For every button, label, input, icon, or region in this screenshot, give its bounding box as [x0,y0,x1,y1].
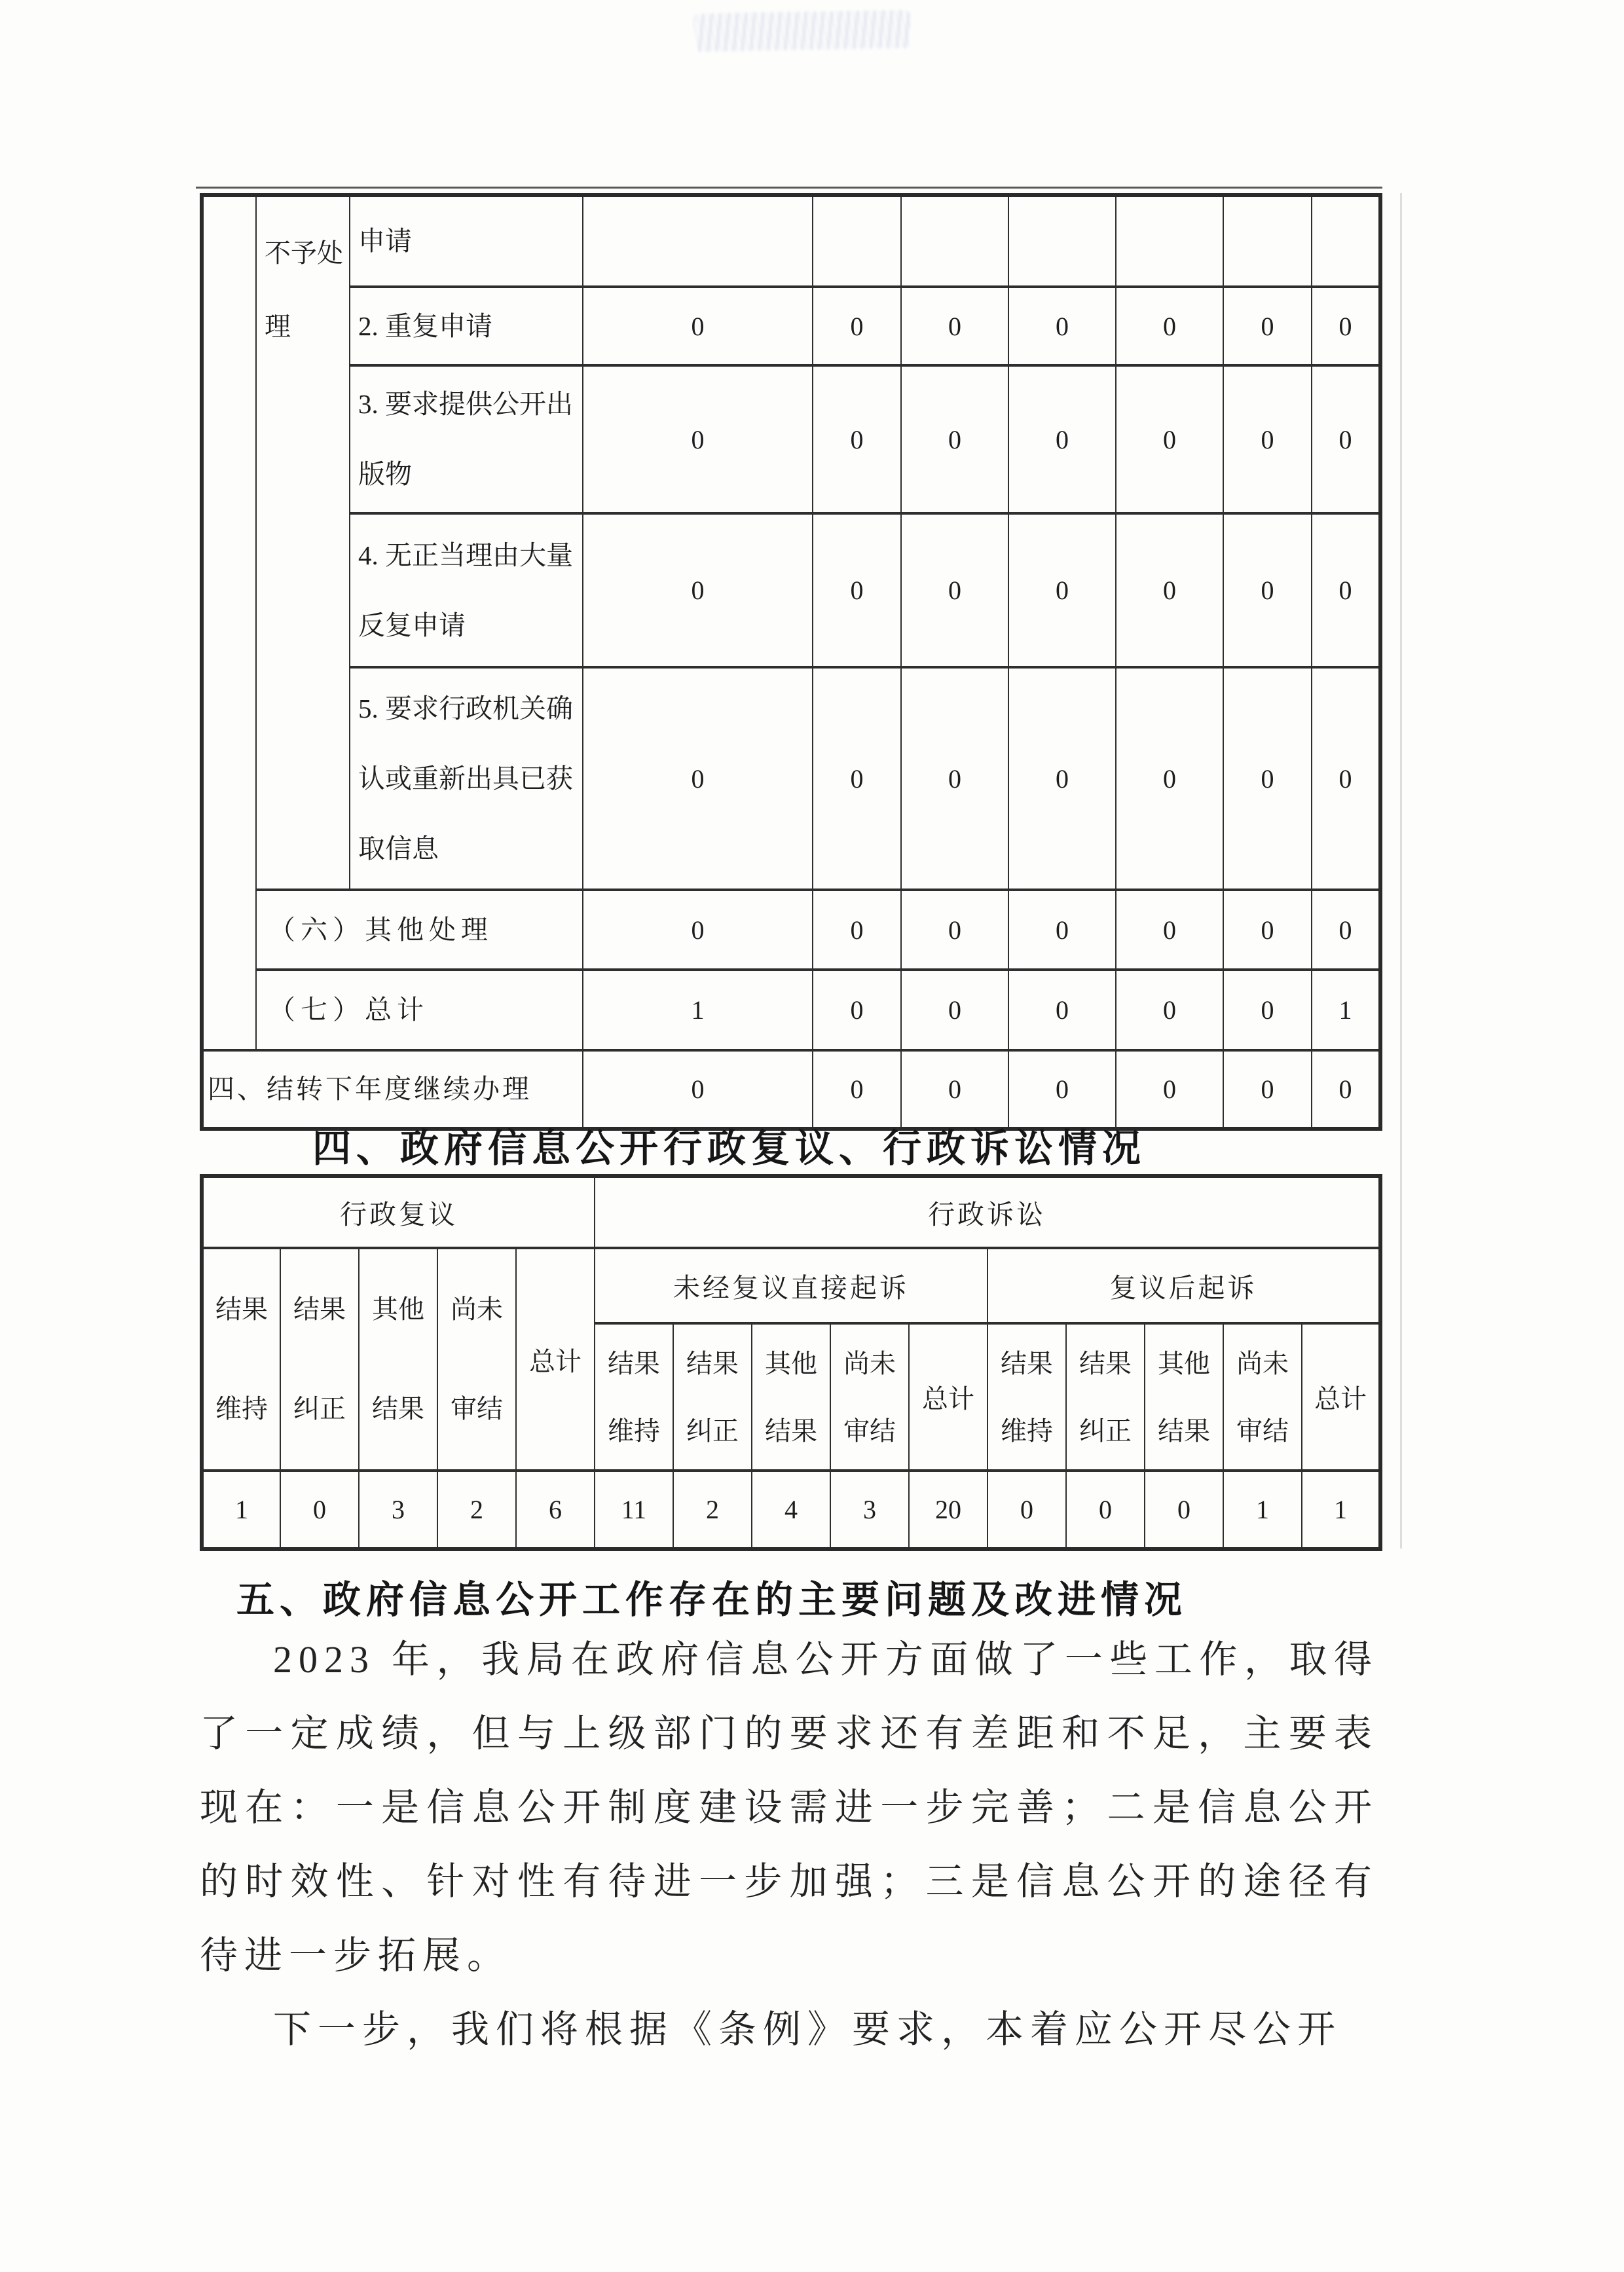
column-header-label: 结果维持 [215,1294,268,1423]
value-cell: 0 [1008,513,1116,667]
value-cell: 1 [583,970,813,1050]
value-cell: 0 [1223,513,1312,667]
column-header-cell [1145,1323,1223,1471]
review-litigation-table [200,1174,1382,1551]
column-header-cell [202,1248,280,1471]
value-cell: 3 [830,1471,909,1549]
row-label-cell: 四、结转下年度继续办理 [202,1050,583,1129]
column-header-label: 尚未审结 [843,1348,896,1446]
section-heading-4: 四、政府信息公开行政复议、行政诉讼情况 [312,1127,1147,1170]
value-cell: 0 [813,970,901,1050]
value-cell: 0 [901,1050,1008,1129]
value-cell: 0 [813,667,901,890]
table-row [202,1471,1380,1549]
row-label-cell: （七）总计 [256,970,583,1050]
value-cell: 0 [1008,287,1116,365]
column-header-label: 结果纠正 [293,1294,346,1423]
value-cell [1223,195,1312,287]
table-row [202,365,1380,513]
row-label-cell: （六）其他处理 [256,890,583,970]
review-header-cell: 行政复议 [202,1176,595,1248]
value-cell: 20 [909,1471,987,1549]
value-cell: 0 [583,1050,813,1129]
column-header-cell [437,1248,516,1471]
row-label-cell: 3. 要求提供公开出版物 [350,365,583,513]
page-edge-artifact [1400,193,1402,1548]
table-row [202,195,1380,287]
value-cell: 0 [1066,1471,1145,1549]
section-heading-5: 五、政府信息公开工作存在的主要问题及改进情况 [236,1579,1188,1621]
column-header-cell [1302,1323,1380,1471]
column-header-cell [752,1323,830,1471]
value-cell: 4 [752,1471,830,1549]
direct-suit-header-cell: 未经复议直接起诉 [595,1248,987,1323]
column-header-label: 其他结果 [1158,1348,1211,1446]
scanner-smudge [694,10,911,52]
body-paragraph-1: 2023 年，我局在政府信息公开方面做了一些工作，取得了一定成绩，但与上级部门的要求还有差距和不足，主要表现在：一是信息公开制度建设需进一步完善；二是信息公开的时效性、针对性有待进一步加强；三是信息公开的途径有待进一步拓展。 [200,1638,1378,1977]
value-cell: 0 [1116,1050,1223,1129]
value-cell: 0 [901,890,1008,970]
value-cell [813,195,901,287]
value-cell [1008,195,1116,287]
value-cell: 1 [1223,1471,1302,1549]
value-cell: 0 [901,970,1008,1050]
column-header-label: 总计 [1314,1384,1367,1414]
value-cell: 0 [1223,1050,1312,1129]
value-cell: 0 [987,1471,1066,1549]
column-header-cell [1066,1323,1145,1471]
value-cell: 0 [1008,365,1116,513]
column-header-label: 结果纠正 [1079,1348,1132,1446]
value-cell: 0 [1145,1471,1223,1549]
column-header-label: 总计 [529,1346,581,1376]
table-top-rule [196,187,1382,189]
column-header-cell [595,1323,673,1471]
value-cell: 0 [813,365,901,513]
value-cell: 0 [1116,513,1223,667]
value-cell: 0 [1223,667,1312,890]
value-cell: 11 [595,1471,673,1549]
value-cell: 0 [1312,1050,1380,1129]
value-cell: 0 [583,890,813,970]
column-header-cell [909,1323,987,1471]
value-cell: 0 [1312,365,1380,513]
stub-cell [202,195,256,1050]
value-cell [901,195,1008,287]
litigation-header-cell: 行政诉讼 [595,1176,1380,1248]
value-cell [583,195,813,287]
value-cell: 0 [901,667,1008,890]
body-text-block [200,1622,1378,2066]
value-cell: 0 [1312,890,1380,970]
value-cell: 3 [359,1471,437,1549]
value-cell: 0 [1116,667,1223,890]
value-cell: 0 [1223,365,1312,513]
value-cell: 0 [813,1050,901,1129]
value-cell: 0 [1223,890,1312,970]
value-cell: 0 [901,513,1008,667]
table-row [202,1176,1380,1248]
value-cell: 2 [673,1471,752,1549]
row-label-cell: 5. 要求行政机关确认或重新出具已获取信息 [350,667,583,890]
column-header-label: 结果维持 [1001,1348,1054,1446]
value-cell [1312,195,1380,287]
table-row [202,890,1380,970]
value-cell: 0 [901,287,1008,365]
column-header-cell [673,1323,752,1471]
value-cell: 0 [583,287,813,365]
value-cell: 0 [813,890,901,970]
table-row [202,1248,1380,1323]
value-cell: 0 [1116,970,1223,1050]
value-cell: 2 [437,1471,516,1549]
column-header-label: 其他结果 [765,1348,818,1446]
value-cell: 0 [1312,287,1380,365]
value-cell: 0 [583,513,813,667]
value-cell: 0 [1116,365,1223,513]
table-row [202,667,1380,890]
value-cell: 0 [901,365,1008,513]
value-cell: 1 [1302,1471,1380,1549]
value-cell: 0 [280,1471,359,1549]
value-cell: 0 [1223,287,1312,365]
value-cell: 0 [813,513,901,667]
column-header-cell [359,1248,437,1471]
column-header-label: 尚未审结 [451,1294,503,1423]
column-header-cell [280,1248,359,1471]
value-cell: 0 [1312,513,1380,667]
group-label-cell: 不予处理 [256,195,350,890]
table-row [202,513,1380,667]
table-row [202,970,1380,1050]
value-cell: 0 [1008,890,1116,970]
column-header-label: 结果维持 [608,1348,661,1446]
application-disposition-table [200,193,1382,1131]
column-header-label: 结果纠正 [686,1348,739,1446]
value-cell: 0 [583,667,813,890]
post-review-suit-header-cell: 复议后起诉 [987,1248,1380,1323]
column-header-cell [1223,1323,1302,1471]
row-label-cell: 2. 重复申请 [350,287,583,365]
row-label-cell: 4. 无正当理由大量反复申请 [350,513,583,667]
body-paragraph-2: 下一步，我们将根据《条例》要求，本着应公开尽公开 [273,2008,1342,2051]
column-header-label: 尚未审结 [1236,1348,1289,1446]
value-cell: 0 [1312,667,1380,890]
column-header-cell [830,1323,909,1471]
value-cell: 0 [1116,287,1223,365]
value-cell [1116,195,1223,287]
value-cell: 0 [583,365,813,513]
value-cell: 0 [1008,970,1116,1050]
column-header-cell [987,1323,1066,1471]
table-row [202,287,1380,365]
column-header-cell [516,1248,595,1471]
row-label-cell: 申请 [350,195,583,287]
value-cell: 0 [1008,1050,1116,1129]
value-cell: 6 [516,1471,595,1549]
value-cell: 0 [1116,890,1223,970]
column-header-label: 总计 [922,1384,975,1414]
value-cell: 1 [202,1471,280,1549]
column-header-label: 其他结果 [372,1294,424,1423]
value-cell: 1 [1312,970,1380,1050]
value-cell: 0 [813,287,901,365]
value-cell: 0 [1223,970,1312,1050]
value-cell: 0 [1008,667,1116,890]
